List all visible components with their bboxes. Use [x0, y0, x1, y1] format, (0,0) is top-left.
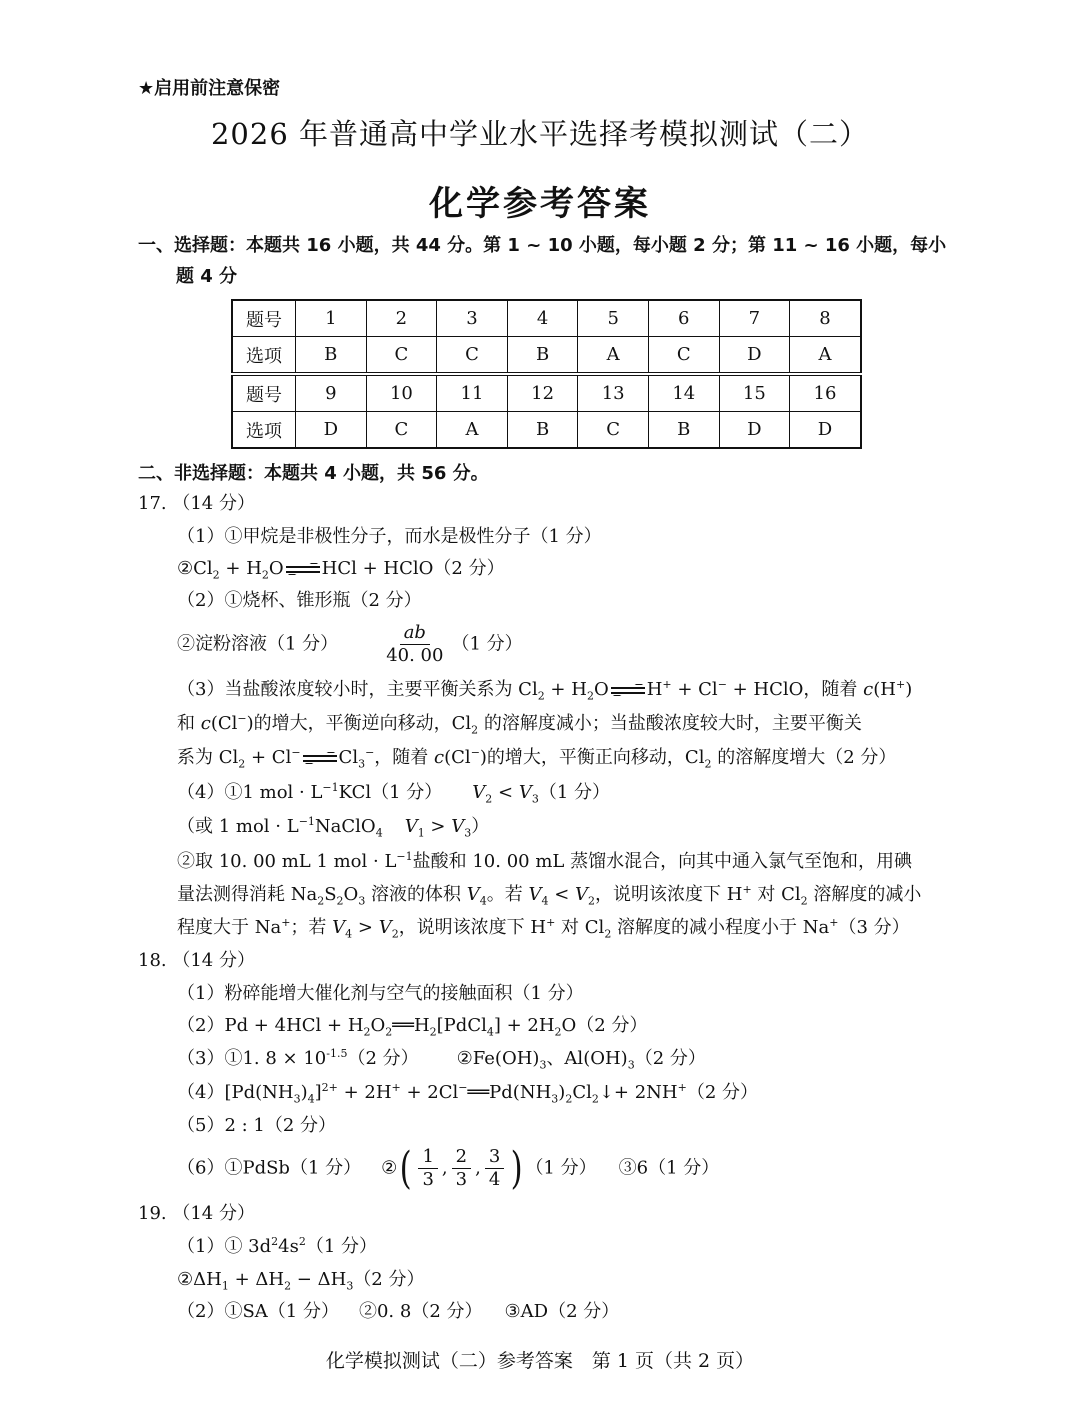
- right-paren-icon: ): [510, 1142, 523, 1194]
- text: V: [451, 816, 465, 837]
- q17-part3-line1: （3）当盐酸浓度较小时，主要平衡关系为 $Cl_2 + H_2O$ H+ + Cl− + HClO，随着 c(H+): [177, 678, 913, 703]
- table-cell: C: [366, 337, 437, 375]
- q17-part1: （1）①甲烷是非极性分子，而水是极性分子（1 分）: [177, 526, 602, 547]
- equilibrium-arrow-icon: [303, 753, 337, 763]
- q17-part3-line3: 系为 $Cl_2 + Cl^-$ $Cl_3^-$，随着 c(Cl−)的增大，平衡正向移动，$Cl_2$ 的溶解度增大（2 分）: [177, 746, 897, 771]
- text: （2 分）: [686, 1082, 759, 1103]
- table-cell: D: [790, 412, 861, 449]
- table-row-label: 题号: [232, 300, 296, 337]
- table-cell: B: [296, 337, 367, 375]
- text: ↓+ 2NH: [598, 1082, 678, 1103]
- equilibrium-arrow-icon: [286, 564, 320, 574]
- table-row-label: 选项: [232, 337, 296, 375]
- text: ，说明该浓度下 H: [595, 884, 743, 905]
- text: c: [863, 679, 874, 700]
- answer-table: [231, 299, 862, 449]
- text: （1 分）: [451, 633, 523, 655]
- text: V: [404, 816, 418, 837]
- section1-line1: 一、选择题：本题共 16 小题，共 44 分。第 1 ~ 10 小题，每小题 2 分；第 11 ~ 16 小题，每小: [138, 235, 947, 256]
- q18-part4: $(4)[Pd(NH_3)_4]^{2+} + 2H^+$ + $2Cl^-══Pd(NH_3)_2Cl_2↓+ 2NH^+(2$ 分）: [177, 1081, 759, 1106]
- text: 4s: [278, 1236, 299, 1257]
- text: （或 1 mol · L: [177, 816, 299, 837]
- table-cell: 15: [719, 374, 790, 412]
- text: ②0. 8（2 分）: [358, 1301, 483, 1322]
- section1-heading: [138, 230, 950, 292]
- fraction: [418, 1146, 437, 1191]
- text: V: [378, 917, 392, 938]
- text: c: [434, 747, 445, 768]
- table-cell: 9: [296, 374, 367, 412]
- text: ②: [381, 1157, 398, 1179]
- table-row: [232, 337, 861, 375]
- text: （1）① 3d: [177, 1236, 272, 1257]
- fraction: [382, 622, 447, 667]
- text: + HClO，随着: [726, 679, 864, 700]
- fraction-denominator: 4: [488, 1169, 501, 1190]
- fraction: [452, 1146, 471, 1191]
- table-cell: 14: [648, 374, 719, 412]
- text: V: [575, 884, 589, 905]
- text: >: [424, 816, 452, 837]
- text: >: [352, 917, 379, 938]
- text: + ΔH: [228, 1269, 285, 1290]
- text: 盐酸和 10. 00 mL 蒸馏水混合，向其中通入氯气至饱和，用碘: [412, 851, 913, 872]
- q18-part5: （5）2 : 1（2 分）: [177, 1115, 337, 1136]
- text: （2 分）: [353, 1269, 425, 1290]
- text: ③AD（2 分）: [504, 1301, 620, 1322]
- fraction-numerator: 1: [418, 1146, 437, 1169]
- text: ②ΔH: [177, 1269, 222, 1290]
- table-cell: C: [648, 337, 719, 375]
- q17-part4-line3: ②取 10. 00 mL 1 mol · $L^{-1}$盐酸和 10. 00 mL 蒸馏水混合，向其中通入氯气至饱和，用碘: [177, 850, 913, 872]
- text: + H: [544, 679, 587, 700]
- text: V: [472, 782, 486, 803]
- table-row: [232, 374, 861, 412]
- fraction: [485, 1146, 504, 1191]
- text: 对 Cl: [751, 884, 801, 905]
- q17-part2: （2）①烧杯、锥形瓶（2 分）: [177, 590, 422, 611]
- page-title: 化学参考答案: [429, 184, 651, 224]
- q17-part2-fraction-line: [177, 622, 523, 667]
- text: )的增大，平衡逆向移动，Cl: [246, 713, 472, 734]
- text: + 2Cl: [400, 1082, 459, 1103]
- fraction-numerator: 3: [485, 1146, 504, 1169]
- text: 和: [177, 713, 201, 734]
- page-footer: 化学模拟测试（二）参考答案 第 1 页（共 2 页）: [325, 1350, 755, 1372]
- q18-part6: （6）①PdSb（1 分） ②( $\frac{1}{3}$ , $\frac{2}{3}$ , $\frac{3}{4}$ ) （1 分） ③6（1 分）: [177, 1142, 720, 1194]
- section2-heading: [138, 458, 950, 489]
- q17-part1-equation: $②Cl_2 + H_2O$ HCl + HClO（2 分）: [177, 558, 505, 582]
- q18-part3: （3）①1. $8 \times 10^{-1.5}(2$ 分） $②Fe(OH)_3$、$Al(OH)_3(2$ 分）: [177, 1047, 706, 1072]
- text: O: [343, 884, 359, 905]
- text: + Cl: [671, 679, 718, 700]
- text: KCl（1 分）: [338, 782, 443, 803]
- table-cell: 11: [437, 374, 508, 412]
- text: ══Pd(NH: [467, 1082, 552, 1103]
- text: ，说明该浓度下 H: [398, 917, 547, 938]
- text: （6）①PdSb（1 分）: [177, 1157, 362, 1179]
- text: (Cl: [444, 747, 471, 768]
- exponent: -1.5: [326, 1047, 348, 1060]
- text: （2）①SA（1 分）: [177, 1301, 339, 1322]
- text: ；若: [290, 917, 333, 938]
- text: ══H: [392, 1015, 430, 1036]
- q17-part3-line2: 和 c(Cl−)的增大，平衡逆向移动，$Cl_2$ 的溶解度减小；当盐酸浓度较大时，主要平衡关: [177, 712, 862, 737]
- text: ): [558, 1082, 566, 1103]
- q18-title: 18. （14 分）: [138, 950, 255, 971]
- table-cell: A: [578, 337, 649, 375]
- text: ②淀粉溶液（1 分）: [177, 633, 339, 655]
- text: 程度大于 Na: [177, 917, 282, 938]
- text: V: [466, 884, 480, 905]
- text: Cl: [338, 747, 359, 768]
- text: ): [300, 1082, 308, 1103]
- text: 溶解度的减小: [807, 884, 922, 905]
- table-cell: 4: [507, 300, 578, 337]
- text: ] + 2H: [493, 1015, 555, 1036]
- text: （2 分）: [347, 1048, 419, 1069]
- confidential-label: ★启用前注意保密: [138, 78, 281, 99]
- text: O: [268, 558, 284, 579]
- text: − ΔH: [291, 1269, 347, 1290]
- text: O（2 分）: [561, 1015, 648, 1036]
- fraction-denominator: 40. 00: [386, 645, 444, 666]
- q17-part4-line2: （或 1 mol · $L^{-1}NaClO_4$ $V_1 > V_3$）: [177, 815, 490, 840]
- table-cell: 13: [578, 374, 649, 412]
- text: V: [332, 917, 346, 938]
- left-paren-icon: (: [399, 1142, 412, 1194]
- table-cell: 6: [648, 300, 719, 337]
- text: NaClO: [314, 816, 376, 837]
- text: H: [646, 679, 663, 700]
- text: S: [324, 884, 337, 905]
- text: Cl: [572, 1082, 592, 1103]
- text: （2 分）: [634, 1048, 706, 1069]
- text: （1 分）: [305, 1236, 378, 1257]
- table-cell: C: [578, 412, 649, 449]
- table-cell: 3: [437, 300, 508, 337]
- text: <: [492, 782, 519, 803]
- table-cell: 10: [366, 374, 437, 412]
- table-cell: B: [507, 412, 578, 449]
- q17-title: 17. （14 分）: [138, 493, 255, 514]
- text: 量法测得消耗 Na: [177, 884, 318, 905]
- text: 溶解度的减小程度小于 Na: [611, 917, 830, 938]
- text: ②取 10. 00 mL 1 mol · L: [177, 851, 397, 872]
- table-cell: A: [437, 412, 508, 449]
- fraction-numerator: ab: [400, 622, 430, 645]
- text: （4）①1 mol · L: [177, 782, 323, 803]
- table-cell: D: [719, 337, 790, 375]
- text: （3）当盐酸浓度较小时，主要平衡关系为 Cl: [177, 679, 538, 700]
- q18-part2: $(2)Pd + 4HCl + H_2O_2══H_2[PdCl_4] + 2H_2O(2$ 分）: [177, 1015, 648, 1039]
- text: 的溶解度增大（2 分）: [711, 747, 897, 768]
- text: + 2H: [337, 1082, 392, 1103]
- table-cell: B: [507, 337, 578, 375]
- text: （1 分）: [525, 1157, 597, 1179]
- text: )的增大，平衡正向移动，Cl: [479, 747, 705, 768]
- text: [PdCl: [436, 1015, 487, 1036]
- text: (H: [873, 679, 896, 700]
- section2-heading-text: 二、非选择题：本题共 4 小题，共 56 分。: [138, 463, 489, 484]
- table-cell: 5: [578, 300, 649, 337]
- table-row: [232, 412, 861, 449]
- text: （1 分）: [538, 782, 611, 803]
- table-cell: B: [648, 412, 719, 449]
- text: O: [593, 679, 609, 700]
- q17-part4-line5: 程度大于 Na+；若 $V_4 > V_2$，说明该浓度下 H+ 对 $Cl_2$ 溶解度的减小程度小于 Na+（3 分）: [177, 916, 910, 941]
- text: O: [370, 1015, 386, 1036]
- text: ): [905, 679, 913, 700]
- text: HCl + HClO（2 分）: [321, 558, 505, 579]
- text: 的溶解度减小；当盐酸浓度较大时，主要平衡关: [478, 713, 862, 734]
- table-cell: C: [366, 412, 437, 449]
- text: c: [200, 713, 211, 734]
- table-row-label: 选项: [232, 412, 296, 449]
- q19-title: 19. （14 分）: [138, 1203, 255, 1224]
- text: <: [548, 884, 576, 905]
- equilibrium-arrow-icon: [611, 685, 645, 695]
- q17-part4-line4: 量法测得消耗 $Na_2S_2O_3$ 溶液的体积 $V_4$。若 $V_4 < V_2$，说明该浓度下 H+ 对 $Cl_2$ 溶解度的减小: [177, 883, 922, 908]
- table-cell: 12: [507, 374, 578, 412]
- q18-part1: （1）粉碎能增大催化剂与空气的接触面积（1 分）: [177, 983, 584, 1004]
- q19-part1b: $②\Delta H_1 + \Delta H_2 - \Delta H_3(2$ 分）: [177, 1269, 425, 1293]
- text: 、Al(OH): [546, 1048, 628, 1069]
- text: V: [518, 782, 532, 803]
- table-cell: 1: [296, 300, 367, 337]
- text: ]: [314, 1082, 322, 1103]
- fraction-denominator: 3: [422, 1169, 434, 1190]
- exam-title: 2026 年普通高中学业水平选择考模拟测试（二）: [210, 117, 870, 151]
- section1-line2: 题 4 分: [176, 266, 238, 287]
- text: 。若: [486, 884, 529, 905]
- text: （3 分）: [838, 917, 910, 938]
- text: + H: [219, 558, 262, 579]
- text: 系为 Cl: [177, 747, 239, 768]
- q17-part4-line1: （4）①1 mol · $L^{-1}KCl(1$ 分） $V_2 < V_3(1$ 分）: [177, 781, 611, 806]
- text: （2）Pd + 4HCl + H: [177, 1015, 364, 1036]
- q19-part2: [177, 1300, 619, 1324]
- fraction-numerator: 2: [452, 1146, 471, 1169]
- table-cell: 7: [719, 300, 790, 337]
- table-row: [232, 300, 861, 337]
- q19-part1: （1）① $3d^24s^2(1$ 分）: [177, 1235, 378, 1257]
- text: ，随着: [374, 747, 435, 768]
- text: 溶液的体积: [365, 884, 467, 905]
- table-cell: 2: [366, 300, 437, 337]
- text: ③6（1 分）: [618, 1157, 720, 1179]
- table-cell: A: [790, 337, 861, 375]
- text: (Cl: [210, 713, 238, 734]
- text: ②Fe(OH): [456, 1048, 540, 1069]
- table-cell: 16: [790, 374, 861, 412]
- table-row-label: 题号: [232, 374, 296, 412]
- text: ）: [471, 816, 490, 837]
- text: （4）[Pd(NH: [177, 1082, 294, 1103]
- table-cell: 8: [790, 300, 861, 337]
- text: V: [528, 884, 542, 905]
- table-cell: D: [719, 412, 790, 449]
- table-cell: D: [296, 412, 367, 449]
- text: 对 Cl: [555, 917, 605, 938]
- fraction-denominator: 3: [455, 1169, 468, 1190]
- table-cell: C: [437, 337, 508, 375]
- text: ②Cl: [177, 558, 213, 579]
- text: （3）①1. 8 × 10: [177, 1048, 327, 1069]
- text: + Cl: [245, 747, 292, 768]
